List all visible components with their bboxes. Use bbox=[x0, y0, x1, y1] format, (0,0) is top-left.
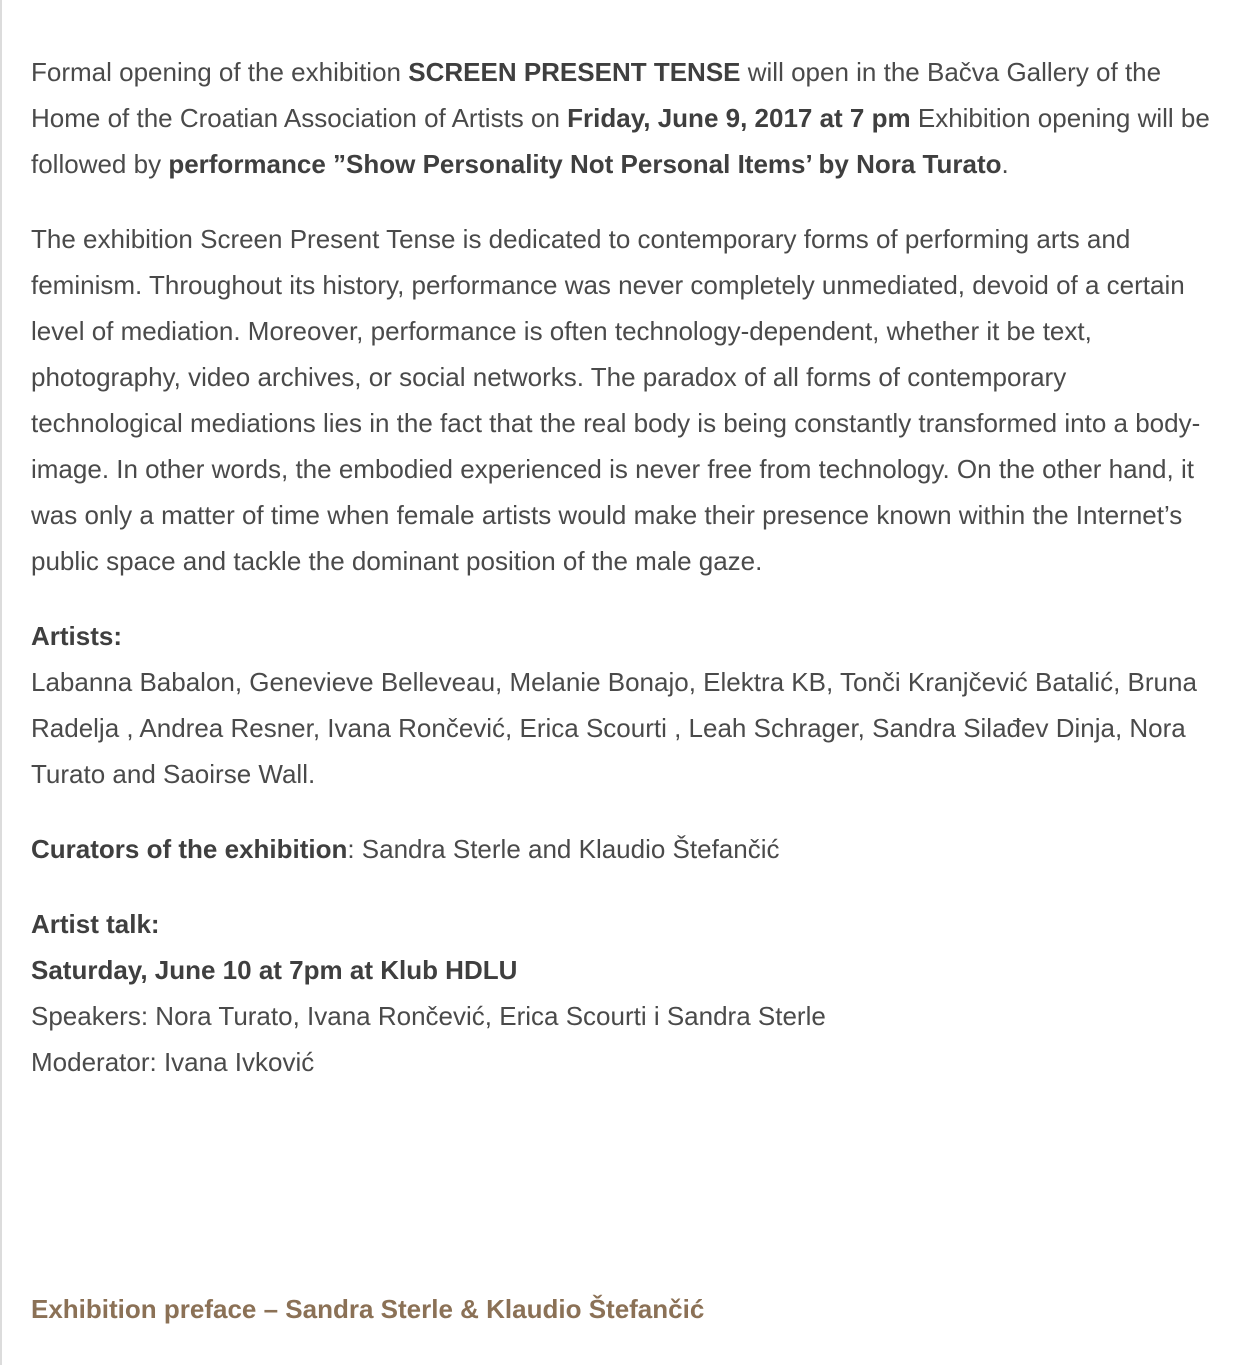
artists-heading: Artists: bbox=[31, 621, 123, 651]
intro-paragraph: The exhibition Screen Present Tense is dedicated to contemporary forms of performing arts and feminism. Throughout its history, performance was never completely unmediated, devoid of a certain level of mediation. Moreover, performance is often technology-dependent, whether it be text, photography, video archives, or social networks. The paradox of all forms of contemporary technological mediations lies in the fact that the real body is being constantly transformed into a body-image. In other words, the embodied experienced is never free from technology. On the other hand, it was only a matter of time when female artists would make their presence known within the Internet’s public space and tackle the dominant position of the male gaze. bbox=[31, 224, 1201, 576]
curators-label: Curators of the exhibition bbox=[31, 834, 348, 864]
opening-date: Friday, June 9, 2017 at 7 pm bbox=[567, 103, 911, 133]
artist-talk-paragraph bbox=[31, 901, 1216, 1085]
opening-paragraph bbox=[31, 49, 1216, 187]
curators-paragraph bbox=[31, 826, 1216, 872]
exhibition-title: SCREEN PRESENT TENSE bbox=[408, 57, 741, 87]
artists-list: Labanna Babalon, Genevieve Belleveau, Melanie Bonajo, Elektra KB, Tonči Kranjčević Batalić, Bruna Radelja , Andrea Resner, Ivana Rončević, Erica Scourti , Leah Schrager, Sandra Silađev Dinja, Nora Turato and Saoirse Wall. bbox=[31, 667, 1197, 789]
opening-text-4: . bbox=[1001, 149, 1009, 179]
opening-text-3: Exhibition opening will be followed by bbox=[31, 103, 1210, 179]
artists-paragraph bbox=[31, 613, 1216, 797]
artist-talk-speakers: Speakers: Nora Turato, Ivana Rončević, Erica Scourti i Sandra Sterle bbox=[31, 1001, 826, 1031]
artist-talk-when: Saturday, June 10 at 7pm at Klub HDLU bbox=[31, 955, 518, 985]
artist-talk-heading: Artist talk: bbox=[31, 909, 160, 939]
artist-talk-moderator: Moderator: Ivana Ivković bbox=[31, 1047, 315, 1077]
opening-text-1: Formal opening of the exhibition bbox=[31, 57, 409, 87]
curators-names: : Sandra Sterle and Klaudio Štefančić bbox=[347, 834, 780, 864]
exhibition-preface-link[interactable]: Exhibition preface – Sandra Sterle & Klaudio Štefančić bbox=[31, 1294, 705, 1324]
opening-text-2: will open in the Bačva Gallery of the Home of the Croatian Association of Artists on bbox=[31, 57, 1162, 133]
left-border bbox=[0, 0, 2, 1365]
performance-title: performance ”Show Personality Not Personal Items’ by Nora Turato bbox=[168, 149, 1002, 179]
article-body bbox=[31, 49, 1216, 1085]
